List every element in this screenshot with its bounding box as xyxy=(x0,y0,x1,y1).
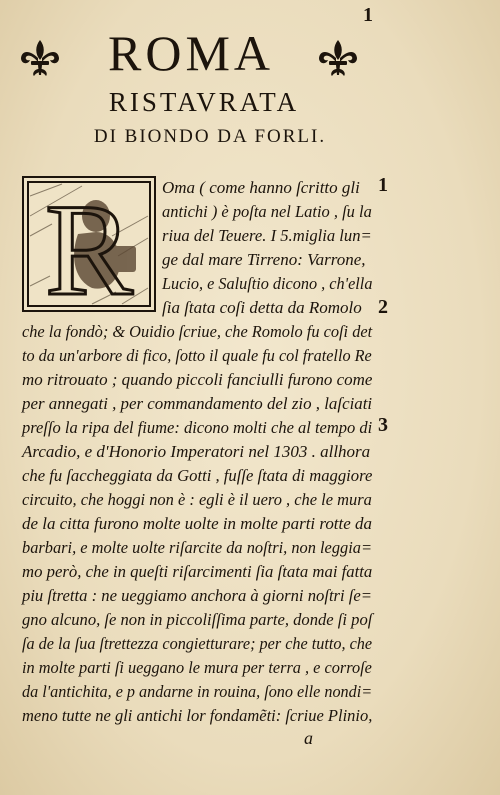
page-number: 1 xyxy=(363,4,373,26)
margin-number: 1 xyxy=(378,174,388,196)
historiated-initial-icon xyxy=(22,176,156,312)
initial-letter: R xyxy=(44,176,134,312)
text-line: Lucio, e Saluſtio dicono , ch'ella xyxy=(162,274,373,293)
fleur-de-lis-icon xyxy=(18,36,62,78)
fleur-de-lis-icon xyxy=(316,36,360,78)
text-line: Oma ( come hanno ſcritto gli xyxy=(162,178,360,197)
text-line: to da un'arbore di fico, ſotto il quale fu col fratello Re xyxy=(22,346,372,365)
text-line: antichi ) è poſta nel Latio , ſu la xyxy=(162,202,372,221)
text-line: gno alcuno, ſe non in piccoliſſima parte, donde ſi poſ xyxy=(22,610,373,629)
text-line: ſia ſtata coſi detta da Romolo xyxy=(162,298,362,317)
margin-number: 3 xyxy=(378,414,388,436)
text-line: da l'antichita, e p andarne in rouina, ſono elle nondi= xyxy=(22,682,373,701)
page-subtitle: RISTAVRATA xyxy=(108,87,300,117)
page-title: ROMA xyxy=(107,25,275,81)
text-line: meno tutte ne gli antichi lor fondamẽti: ſcriue Plinio, xyxy=(22,706,373,725)
text-line: in molte parti ſi ueggano le mura per terra , e corroſe xyxy=(22,658,372,677)
author-line: DI BIONDO DA FORLI. xyxy=(93,126,327,147)
text-line: che la fondò; & Ouidio ſcriue, che Romolo fu coſi det xyxy=(22,322,373,341)
text-line: Arcadio, e d'Honorio Imperatori nel 1303 . allhora xyxy=(22,442,371,461)
text-line: de la citta furono molte uolte in molte parti rotte da xyxy=(22,514,372,533)
signature-mark: a xyxy=(304,728,313,748)
margin-number: 2 xyxy=(378,296,388,318)
text-line: piu ſtretta : ne ueggiamo anchora à giorni noſtri ſe= xyxy=(22,586,373,605)
text-line: per annegati , per commandamento del zio , laſciati xyxy=(22,394,373,413)
text-line: preſſo la ripa del fiume: dicono molti che al tempo di xyxy=(22,418,373,437)
text-line: circuito, che hoggi non è : egli è il uero , che le mura xyxy=(22,490,372,509)
text-line: mo ritrouato ; quando piccoli fanciulli furono come xyxy=(22,370,373,389)
text-line: ge dal mare Tirreno: Varrone, xyxy=(162,250,366,269)
text-line: mo però, che in queſti riſarcimenti ſia ſtata mai fatta xyxy=(22,562,373,581)
text-line: che fu ſaccheggiata da Gotti , fuſſe ſtata di maggiore xyxy=(22,466,373,485)
text-line: barbari, e molte uolte riſarcite da noſtri, non leggia= xyxy=(22,538,373,557)
text-line: riua del Teuere. I 5.miglia lun= xyxy=(162,226,372,245)
text-line: ſa de la ſua ſtrettezza congietturare; per che tutto, che xyxy=(22,634,373,653)
